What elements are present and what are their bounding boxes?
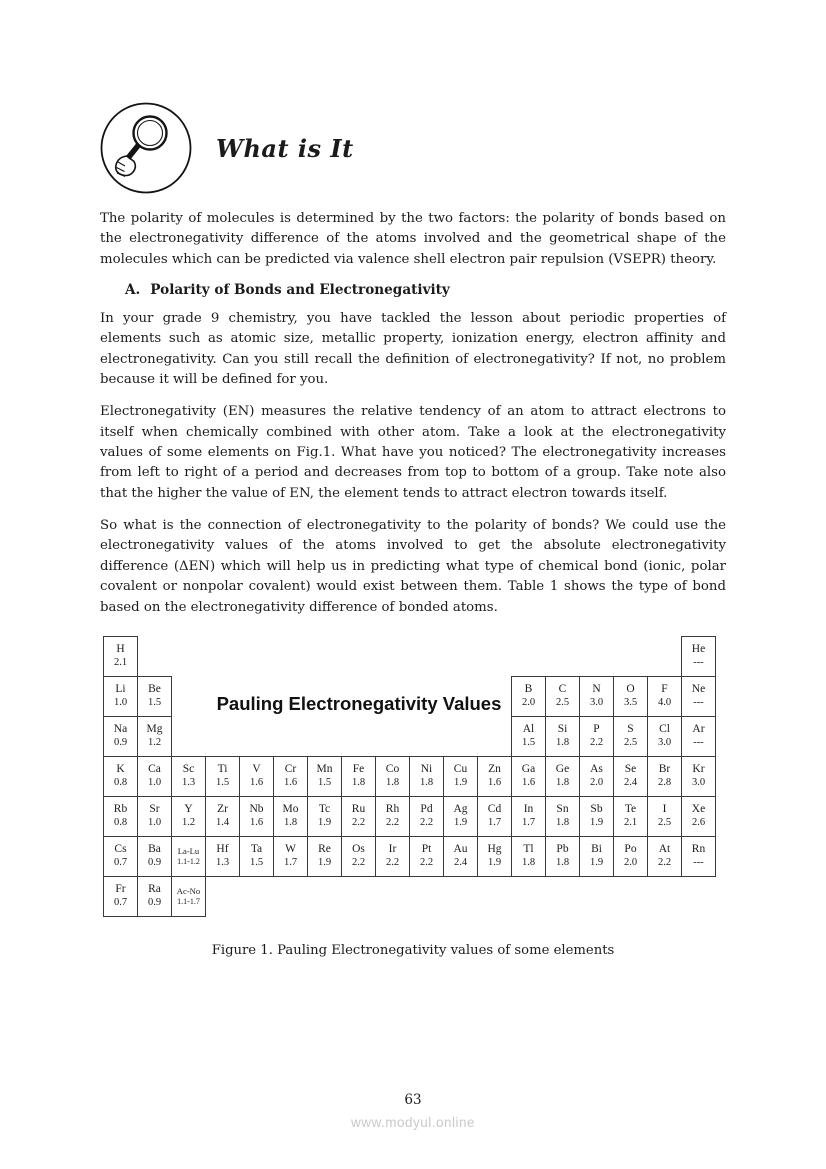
element-cell-Hf [205, 836, 240, 877]
element-symbol: Na [113, 723, 128, 736]
element-symbol: W [285, 843, 296, 856]
electronegativity-value: 1.5 [521, 736, 536, 748]
element-symbol: B [524, 683, 533, 696]
element-symbol: Tl [523, 843, 534, 856]
electronegativity-value: 1.7 [283, 856, 298, 868]
electronegativity-value: 2.0 [623, 856, 638, 868]
electronegativity-value: 2.0 [521, 696, 536, 708]
electronegativity-value: 1.7 [487, 816, 502, 828]
electronegativity-value: 1.8 [419, 776, 434, 788]
electronegativity-value: 0.9 [147, 856, 162, 868]
element-cell-W [273, 836, 308, 877]
element-cell-Os [341, 836, 376, 877]
element-cell-Sb [579, 796, 614, 837]
element-symbol: Re [318, 843, 331, 856]
element-cell-At [647, 836, 682, 877]
electronegativity-value: 0.9 [113, 736, 128, 748]
electronegativity-value: 2.5 [555, 696, 570, 708]
element-cell-Si [545, 716, 580, 757]
element-symbol: Bi [591, 843, 602, 856]
element-cell-K [103, 756, 138, 797]
electronegativity-value: 1.9 [589, 856, 604, 868]
element-cell-Fe [341, 756, 376, 797]
element-cell-Ta [239, 836, 274, 877]
element-cell-Ba [137, 836, 172, 877]
element-symbol: Sr [149, 803, 160, 816]
element-cell-V [239, 756, 274, 797]
element-symbol: In [523, 803, 534, 816]
paragraph-grade9: In your grade 9 chemistry, you have tackled the lesson about periodic properties of elements such as atomic size, metallic property, ionization energy, electron affinity and electronegativity. Can you still recall the definition of electronegativity? If not, no problem because it will be defined for you. [100, 311, 726, 388]
element-symbol: C [558, 683, 567, 696]
element-cell-Zn [477, 756, 512, 797]
element-symbol: Sc [182, 763, 195, 776]
element-cell-Te [613, 796, 648, 837]
element-symbol: Tc [318, 803, 331, 816]
element-symbol: Cl [659, 723, 670, 736]
electronegativity-value: 1.9 [453, 776, 468, 788]
electronegativity-value: 2.1 [113, 656, 128, 668]
element-symbol: Cd [487, 803, 502, 816]
electronegativity-value: 1.8 [385, 776, 400, 788]
element-cell-Nb [239, 796, 274, 837]
section-label: A. [125, 282, 141, 299]
element-cell-N [579, 676, 614, 717]
element-symbol: F [661, 683, 668, 696]
element-symbol: He [691, 643, 706, 656]
element-symbol: Br [658, 763, 671, 776]
electronegativity-value: 1.9 [453, 816, 468, 828]
element-cell-Ne [681, 676, 716, 717]
element-symbol: Mg [146, 723, 163, 736]
electronegativity-value: 1.1-1.7 [177, 896, 200, 906]
element-symbol: Rb [113, 803, 128, 816]
element-symbol: Zn [488, 763, 501, 776]
electronegativity-value: 2.6 [691, 816, 706, 828]
element-symbol: Fe [352, 763, 365, 776]
element-cell-Cu [443, 756, 478, 797]
element-symbol: Rh [385, 803, 400, 816]
element-symbol: Ir [388, 843, 397, 856]
element-symbol: Cu [453, 763, 468, 776]
intro-paragraph: The polarity of molecules is determined by the two factors: the polarity of bonds based on the electronegativity difference of the atoms involved and the geometrical shape of the molecules which can be predicted via valence shell electron pair repulsion (VSEPR) theory. [100, 211, 726, 267]
element-symbol: Mo [282, 803, 299, 816]
periodic-table [103, 636, 716, 917]
element-symbol: Pd [420, 803, 433, 816]
electronegativity-value: 2.2 [419, 816, 434, 828]
electronegativity-value: 1.8 [521, 856, 536, 868]
electronegativity-value: 1.3 [215, 856, 230, 868]
element-cell-Kr [681, 756, 716, 797]
element-cell-Mn [307, 756, 342, 797]
electronegativity-value: 1.9 [317, 816, 332, 828]
element-cell-Pb [545, 836, 580, 877]
electronegativity-value: 0.7 [113, 856, 128, 868]
element-cell-Li [103, 676, 138, 717]
element-symbol: P [593, 723, 600, 736]
section-title: Polarity of Bonds and Electronegativity [150, 282, 450, 299]
element-symbol: As [590, 763, 603, 776]
element-symbol: Se [624, 763, 637, 776]
electronegativity-value: 1.7 [521, 816, 536, 828]
element-cell-Zr [205, 796, 240, 837]
element-cell-C [545, 676, 580, 717]
element-symbol: Ru [351, 803, 366, 816]
element-symbol: Ti [217, 763, 228, 776]
electronegativity-value: 1.3 [181, 776, 196, 788]
element-cell-Sn [545, 796, 580, 837]
electronegativity-value: 2.2 [385, 816, 400, 828]
element-symbol: Ca [148, 763, 161, 776]
element-cell-Ra [137, 876, 172, 917]
element-cell-Ti [205, 756, 240, 797]
element-cell-Ag [443, 796, 478, 837]
electronegativity-value: 3.0 [691, 776, 706, 788]
electronegativity-value: 2.2 [351, 816, 366, 828]
element-cell-Na [103, 716, 138, 757]
element-symbol: Ni [420, 763, 433, 776]
element-cell-Ru [341, 796, 376, 837]
page-content [100, 102, 726, 958]
electronegativity-value: 1.8 [555, 856, 570, 868]
electronegativity-value: 1.5 [249, 856, 264, 868]
element-cell-Co [375, 756, 410, 797]
element-cell-P [579, 716, 614, 757]
electronegativity-value: --- [693, 856, 704, 868]
electronegativity-value: 1.8 [555, 776, 570, 788]
element-cell-B [511, 676, 546, 717]
electronegativity-value: 2.0 [589, 776, 604, 788]
element-symbol: Al [522, 723, 535, 736]
element-symbol: K [116, 763, 125, 776]
electronegativity-value: 2.5 [623, 736, 638, 748]
element-symbol: Be [148, 683, 161, 696]
element-symbol: I [662, 803, 667, 816]
electronegativity-value: 4.0 [657, 696, 672, 708]
element-symbol: Kr [692, 763, 705, 776]
element-symbol: Co [385, 763, 400, 776]
element-symbol: Hf [216, 843, 229, 856]
element-symbol: Os [352, 843, 365, 856]
element-cell-Br [647, 756, 682, 797]
paragraph-electronegativity: Electronegativity (EN) measures the relative tendency of an atom to attract electrons to itself when chemically combined with other atom. Take a look at the electronegativity values of some elements on Fig.1. What have you noticed? The electronegativity increases from left to right of a period and decreases from top to bottom of a group. Take note also that the higher the value of EN, the element tends to attract electron towards itself. [100, 404, 726, 501]
watermark: www.modyul.online [350, 1115, 476, 1130]
electronegativity-value: 2.4 [623, 776, 638, 788]
electronegativity-value: 2.2 [657, 856, 672, 868]
element-symbol: Ne [691, 683, 706, 696]
element-symbol: Li [115, 683, 126, 696]
element-symbol: Rn [691, 843, 706, 856]
element-symbol: N [592, 683, 601, 696]
element-cell-Sc [171, 756, 206, 797]
element-symbol: Hg [487, 843, 502, 856]
magnifier-icon [100, 102, 192, 194]
element-cell-Cs [103, 836, 138, 877]
paragraph-bond-polarity: So what is the connection of electronegativity to the polarity of bonds? We could use the electronegativity values of the atoms involved to get the absolute electronegativity difference (ΔEN) which will help us in predicting what type of chemical bond (ionic, polar covalent or nonpolar covalent) would exist between them. Table 1 shows the type of bond based on the electronegativity difference of bonded atoms. [100, 518, 726, 615]
element-symbol: La-Lu [177, 846, 200, 857]
element-cell-O [613, 676, 648, 717]
whatisit-header [100, 102, 726, 194]
element-symbol: H [116, 643, 125, 656]
page-footer [0, 1092, 826, 1130]
element-cell-Ar [681, 716, 716, 757]
electronegativity-value: 0.8 [113, 816, 128, 828]
element-symbol: Pb [556, 843, 569, 856]
element-symbol: Cs [114, 843, 127, 856]
element-cell-Ge [545, 756, 580, 797]
electronegativity-value: 1.0 [147, 816, 162, 828]
element-cell-H [103, 636, 138, 677]
electronegativity-value: 3.0 [657, 736, 672, 748]
element-cell-S [613, 716, 648, 757]
element-cell-Fr [103, 876, 138, 917]
element-cell-Cr [273, 756, 308, 797]
element-cell-Xe [681, 796, 716, 837]
electronegativity-value: --- [693, 656, 704, 668]
electronegativity-value: 2.8 [657, 776, 672, 788]
figure-title: Pauling Electronegativity Values [216, 692, 502, 714]
element-cell-Pd [409, 796, 444, 837]
electronegativity-value: 2.2 [385, 856, 400, 868]
element-cell-Pt [409, 836, 444, 877]
electronegativity-value: 1.8 [555, 816, 570, 828]
electronegativity-value: 1.6 [487, 776, 502, 788]
element-cell-Ir [375, 836, 410, 877]
element-symbol: Pt [421, 843, 432, 856]
electronegativity-value: 1.1-1.2 [177, 856, 200, 866]
electronegativity-value: 1.9 [589, 816, 604, 828]
element-cell-Tl [511, 836, 546, 877]
section-heading [125, 282, 726, 298]
element-cell-F [647, 676, 682, 717]
electronegativity-value: 1.6 [249, 776, 264, 788]
element-cell-Rb [103, 796, 138, 837]
element-cell-Au [443, 836, 478, 877]
electronegativity-value: 0.7 [113, 896, 128, 908]
element-cell-Se [613, 756, 648, 797]
electronegativity-value: 2.2 [351, 856, 366, 868]
electronegativity-value: 0.9 [147, 896, 162, 908]
element-cell-In [511, 796, 546, 837]
element-symbol: O [626, 683, 635, 696]
electronegativity-value: 0.8 [113, 776, 128, 788]
element-symbol: S [627, 723, 634, 736]
element-cell-Ni [409, 756, 444, 797]
element-symbol: Po [624, 843, 637, 856]
element-symbol: Mn [316, 763, 333, 776]
element-cell-Ac-No [171, 876, 206, 917]
element-symbol: Ga [521, 763, 536, 776]
electronegativity-value: 2.4 [453, 856, 468, 868]
element-cell-Po [613, 836, 648, 877]
element-symbol: Au [453, 843, 468, 856]
electronegativity-value: 1.9 [317, 856, 332, 868]
element-cell-I [647, 796, 682, 837]
element-symbol: Xe [691, 803, 706, 816]
element-symbol: Te [624, 803, 637, 816]
page-title: What is It [216, 133, 354, 163]
element-symbol: Y [184, 803, 193, 816]
element-symbol: Ac-No [176, 886, 201, 897]
figure-1 [100, 636, 726, 958]
element-symbol: Ag [453, 803, 468, 816]
element-cell-Cl [647, 716, 682, 757]
element-symbol: Ge [555, 763, 570, 776]
element-cell-Ga [511, 756, 546, 797]
element-symbol: Ar [692, 723, 705, 736]
element-cell-Tc [307, 796, 342, 837]
electronegativity-value: 2.2 [419, 856, 434, 868]
element-cell-Be [137, 676, 172, 717]
element-symbol: Cr [284, 763, 297, 776]
element-symbol: Sn [556, 803, 569, 816]
element-symbol: Nb [249, 803, 264, 816]
electronegativity-value: 1.9 [487, 856, 502, 868]
electronegativity-value: 1.4 [215, 816, 230, 828]
element-cell-Ca [137, 756, 172, 797]
electronegativity-value: 1.2 [181, 816, 196, 828]
electronegativity-value: 1.8 [555, 736, 570, 748]
electronegativity-value: 1.0 [147, 776, 162, 788]
element-symbol: Fr [115, 883, 126, 896]
element-cell-Mo [273, 796, 308, 837]
element-cell-Rh [375, 796, 410, 837]
electronegativity-value: --- [693, 736, 704, 748]
electronegativity-value: 2.5 [657, 816, 672, 828]
element-cell-Sr [137, 796, 172, 837]
element-symbol: Sb [590, 803, 603, 816]
electronegativity-value: 1.0 [113, 696, 128, 708]
electronegativity-value: 1.6 [521, 776, 536, 788]
element-cell-Bi [579, 836, 614, 877]
element-cell-Al [511, 716, 546, 757]
element-symbol: Ba [148, 843, 161, 856]
electronegativity-value: 1.8 [283, 816, 298, 828]
electronegativity-value: 1.8 [351, 776, 366, 788]
figure-caption: Figure 1. Pauling Electronegativity values of some elements [211, 942, 615, 958]
element-cell-Hg [477, 836, 512, 877]
electronegativity-value: 3.0 [589, 696, 604, 708]
electronegativity-value: 1.6 [249, 816, 264, 828]
element-symbol: V [252, 763, 261, 776]
element-cell-Mg [137, 716, 172, 757]
electronegativity-value: 2.2 [589, 736, 604, 748]
element-symbol: At [658, 843, 671, 856]
element-cell-As [579, 756, 614, 797]
element-cell-Y [171, 796, 206, 837]
electronegativity-value: 2.1 [623, 816, 638, 828]
element-cell-Rn [681, 836, 716, 877]
electronegativity-value: 1.6 [283, 776, 298, 788]
element-symbol: Ta [250, 843, 263, 856]
electronegativity-value: --- [693, 696, 704, 708]
element-cell-La-Lu [171, 836, 206, 877]
element-cell-Re [307, 836, 342, 877]
electronegativity-value: 1.5 [317, 776, 332, 788]
electronegativity-value: 1.5 [215, 776, 230, 788]
electronegativity-value: 1.2 [147, 736, 162, 748]
electronegativity-value: 3.5 [623, 696, 638, 708]
element-symbol: Ra [148, 883, 161, 896]
electronegativity-value: 1.5 [147, 696, 162, 708]
element-cell-He [681, 636, 716, 677]
element-symbol: Zr [217, 803, 228, 816]
page-number: 63 [404, 1092, 422, 1108]
element-cell-Cd [477, 796, 512, 837]
element-symbol: Si [557, 723, 568, 736]
